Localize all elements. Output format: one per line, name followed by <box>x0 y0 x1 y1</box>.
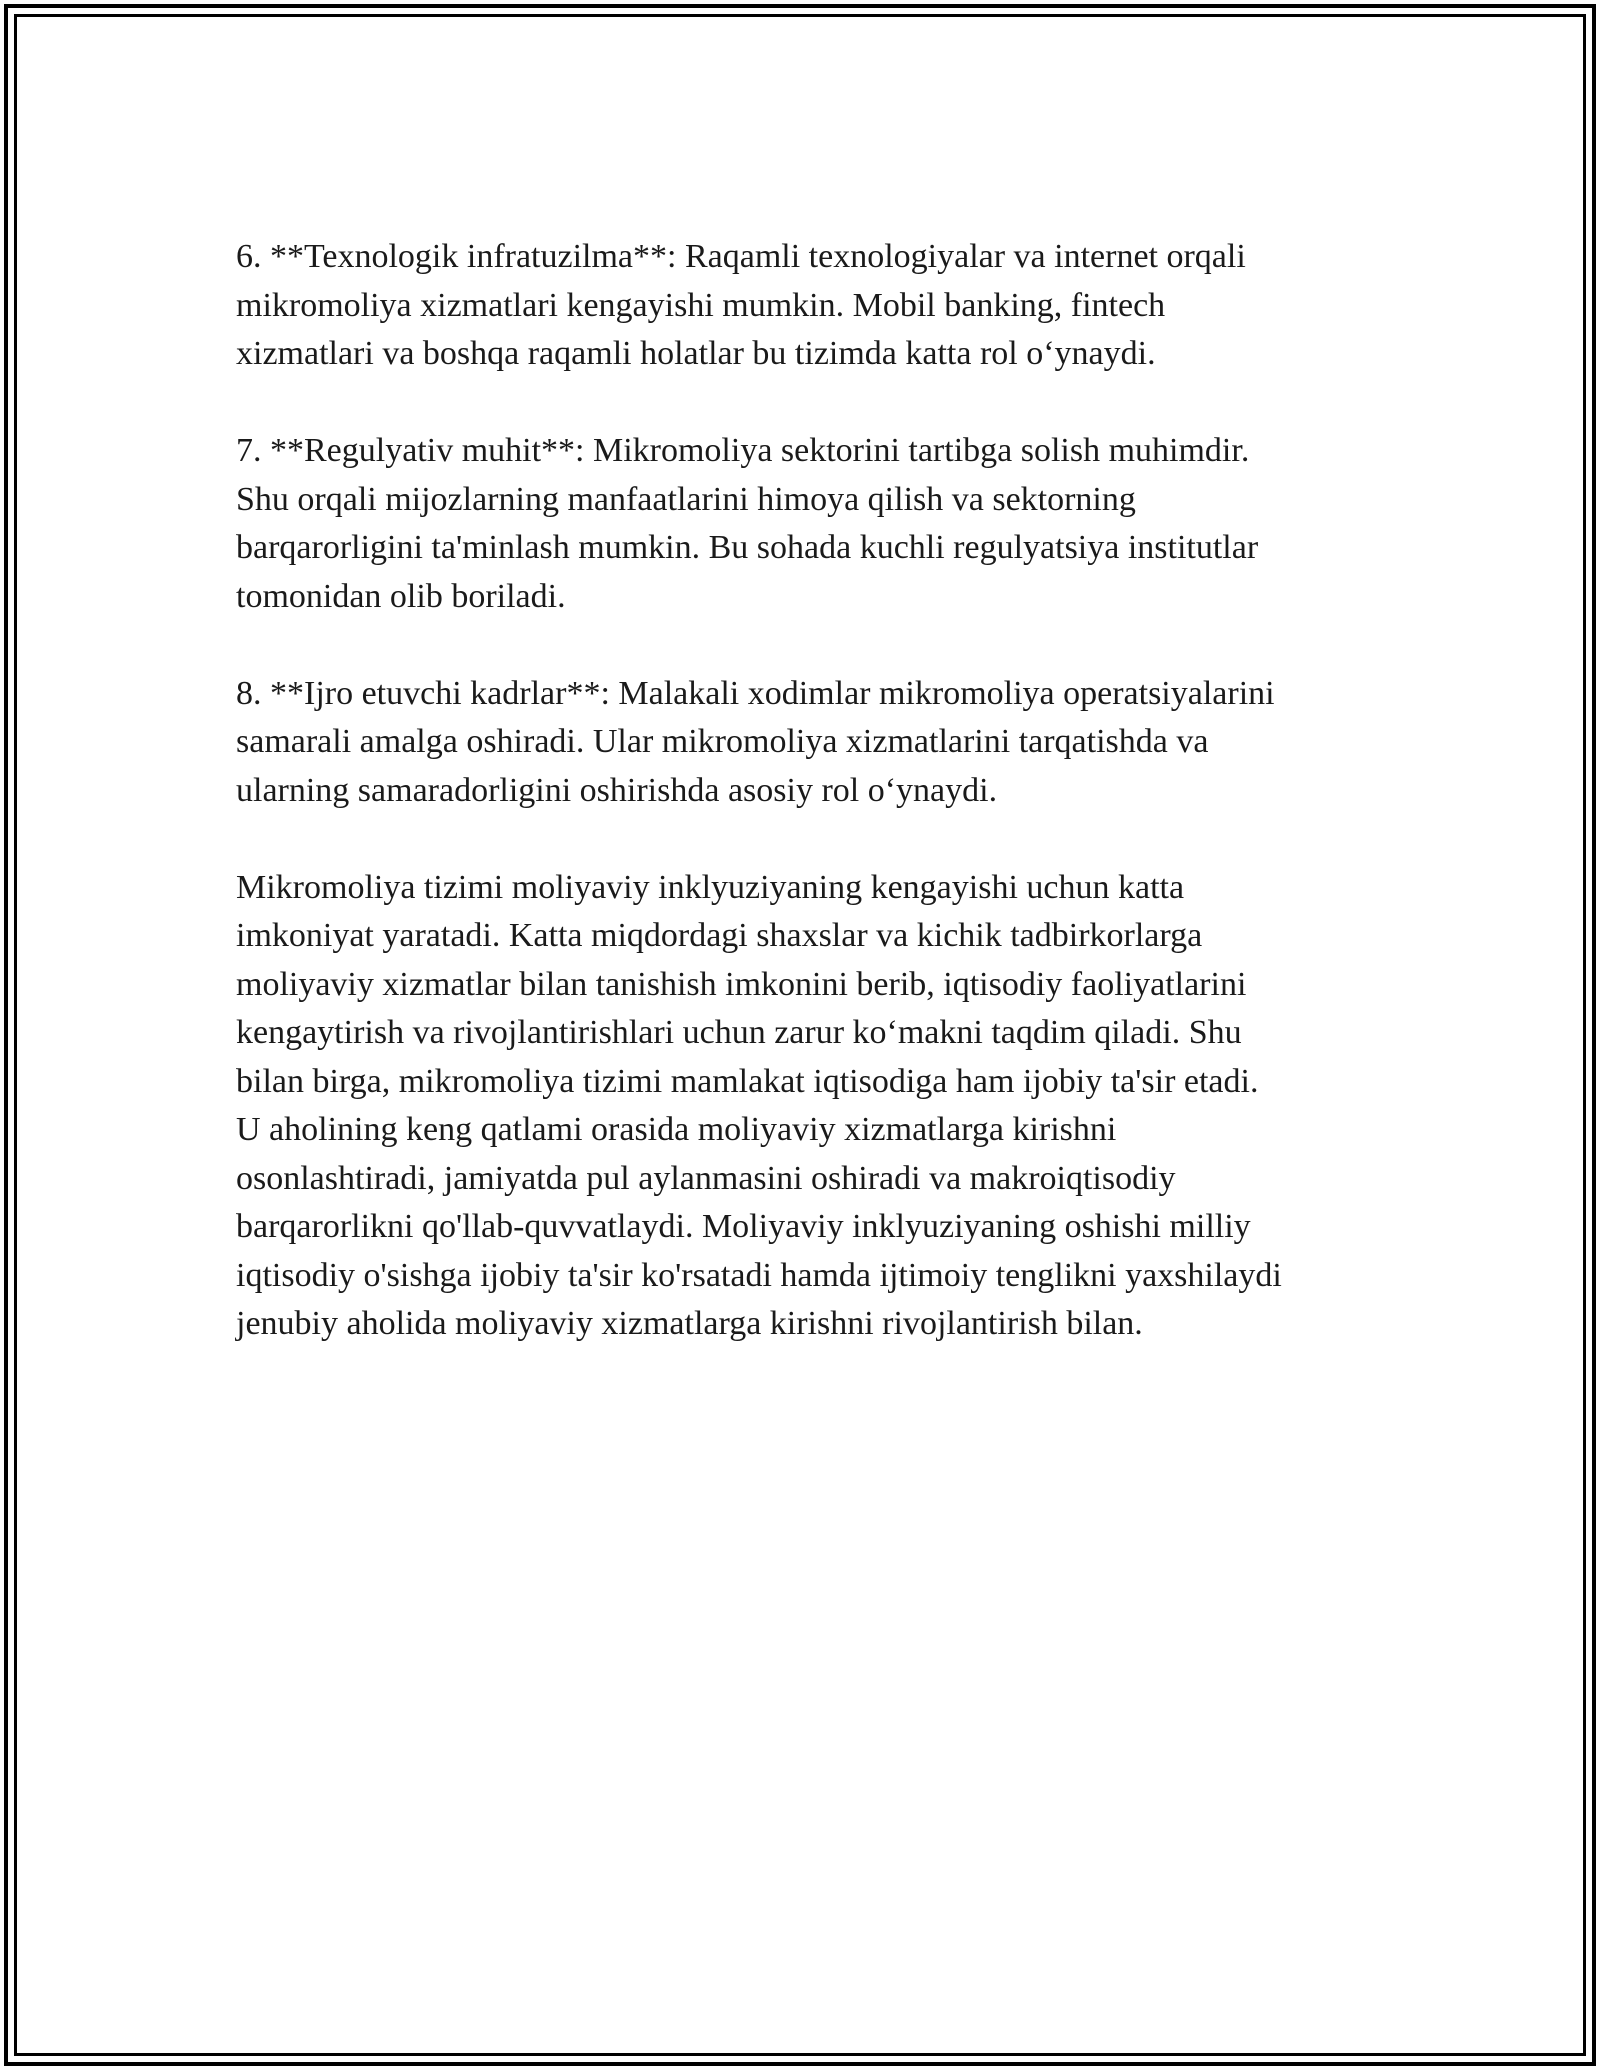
paragraph-regulatory-environment: 7. **Regulyativ muhit**: Mikromoliya sektorini tartibga solish muhimdir. Shu orqali mijozlarning manfaatlarini himoya qilish va sektorning barqarorligini ta'minlash mumkin. Bu sohada kuchli regulyatsiya institutlar tomonidan olib boriladi. <box>236 432 1259 615</box>
paragraph-technological-infrastructure: 6. **Texnologik infratuzilma**: Raqamli texnologiyalar va internet orqali mikromoliya xizmatlari kengayishi mumkin. Mobil banking, fintech xizmatlari va boshqa raqamli holatlar bu tizimda katta rol o‘ynaydi. <box>236 238 1246 372</box>
paragraph-executive-staff: 8. **Ijro etuvchi kadrlar**: Malakali xodimlar mikromoliya operatsiyalarini samarali amalga oshiradi. Ular mikromoliya xizmatlarini tarqatishda va ularning samaradorligini oshirishda asosiy rol o‘ynaydi. <box>236 674 1275 809</box>
paragraph-conclusion: Mikromoliya tizimi moliyaviy inklyuziyaning kengayishi uchun katta imkoniyat yaratadi. Katta miqdordagi shaxslar va kichik tadbirkorlarga moliyaviy xizmatlar bilan tanishish imkonini berib, iqtisodiy faoliyatlarini kengaytirish va rivojlantirishlari uchun zarur ko‘makni taqdim qiladi. Shu bilan birga, mikromoliya tizimi mamlakat iqtisodiga ham ijobiy ta'sir etadi. U aholining keng qatlami orasida moliyaviy xizmatlarga kirishni osonlashtiradi, jamiyatda pul aylanmasini oshiradi va makroiqtisodiy barqarorlikni qo'llab-quvvatlaydi. Moliyaviy inklyuziyaning oshishi milliy iqtisodiy o'sishga ijobiy ta'sir ko'rsatadi hamda ijtimoiy tenglikni yaxshilaydi jenubiy aholida moliyaviy xizmatlarga kirishni rivojlantirish bilan. <box>236 868 1282 1342</box>
document-body <box>236 233 1376 1397</box>
